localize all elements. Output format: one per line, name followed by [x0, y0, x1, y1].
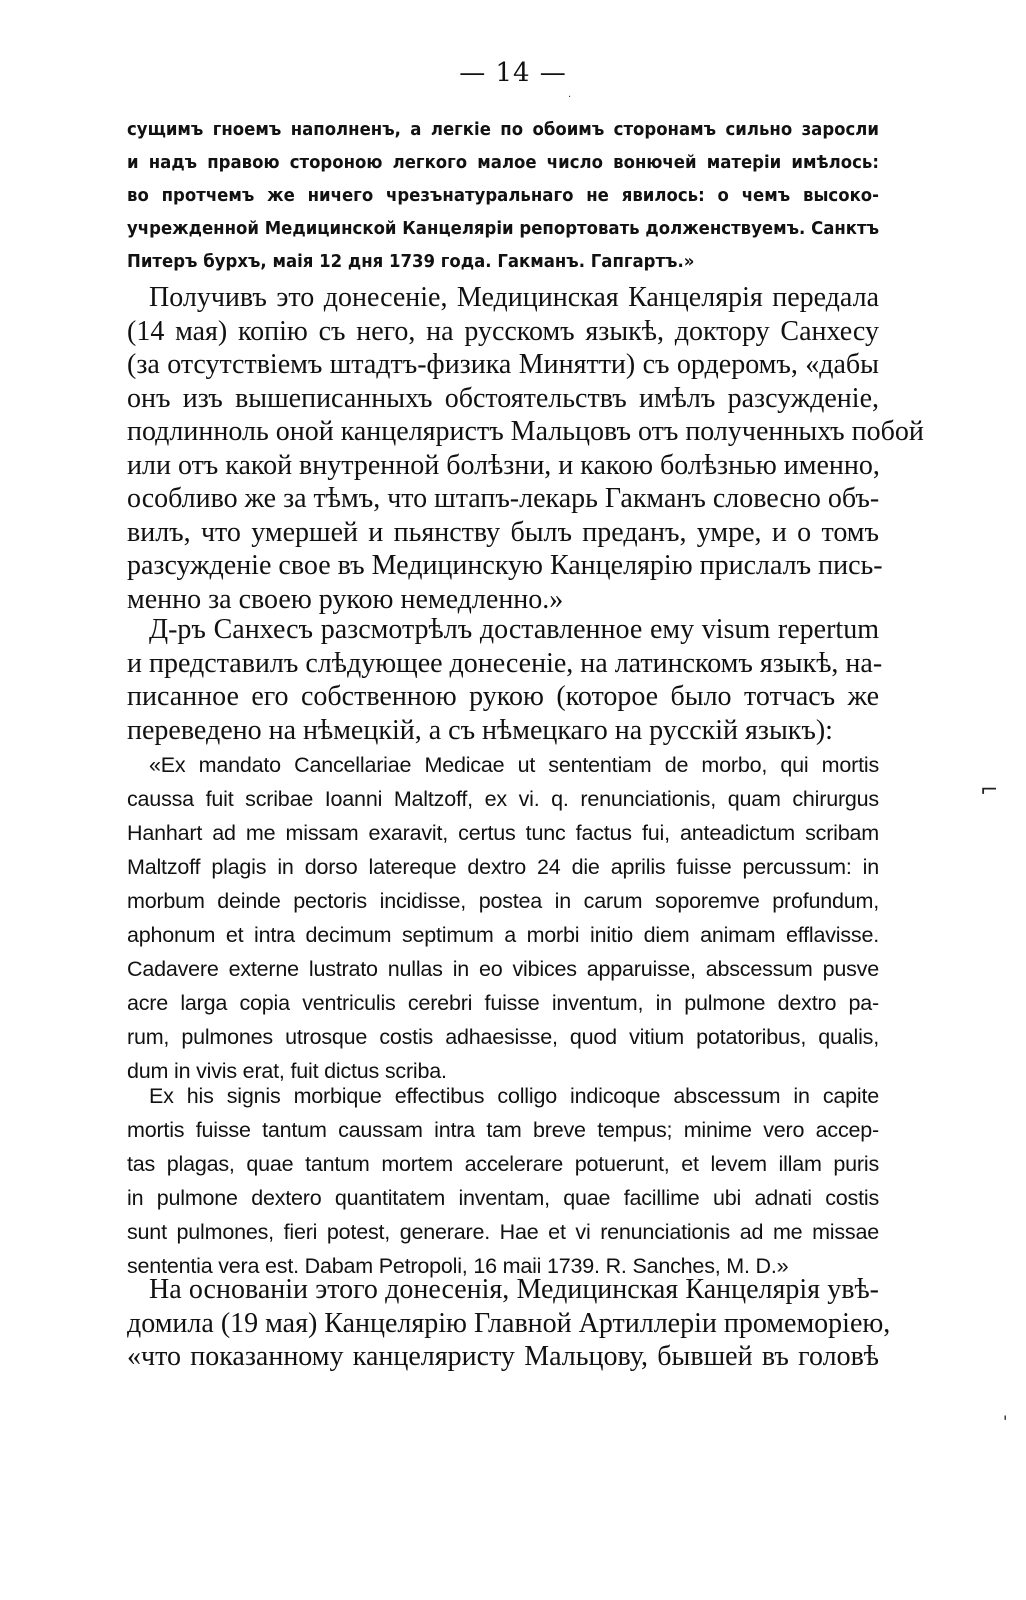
text-line: учрежденной Медицинской Канцеляріи репортовать долженствуемъ. Санктъ [127, 218, 879, 239]
text-line: (за отсутствіемъ штадтъ-физика Минятти) съ ордеромъ, «дабы [127, 349, 879, 380]
text-line: caussa fuit scribae Ioanni Maltzoff, ex vi. q. renunciationis, quam chirurgus [127, 787, 879, 811]
text-line: aphonum et intra decimum septimum a morbi initio diem animam efflavisse. [127, 923, 879, 947]
margin-mark: ⌐ [980, 778, 999, 803]
paragraph-autopsy-report-end [127, 113, 879, 278]
page-number: — 14 — [459, 58, 567, 88]
paragraph-chancellery-notification [127, 1273, 891, 1374]
text-line: На основаніи этого донесенія, Медицинская Канцелярія увѣ- [149, 1274, 879, 1305]
text-line: tas plagas, quae tantum mortem accelerare potuerunt, et levem illam puris [127, 1152, 879, 1176]
text-line: Получивъ это донесеніе, Медицинская Канцелярія передала [149, 282, 879, 313]
text-line: писанное его собственною рукою (которое было тотчасъ же [127, 681, 879, 712]
text-line: Cadavere externe lustrato nullas in eo vibices apparuisse, abscessum pusve [127, 957, 879, 981]
text-line: acre larga copia ventriculis cerebri fuisse inventum, in pulmone dextro pa- [127, 991, 879, 1015]
text-line: sunt pulmones, fieri potest, generare. Hae et vi renunciationis ad me missae [127, 1220, 879, 1244]
text-line: переведено на нѣмецкій, а съ нѣмецкаго на русскій языкъ): [127, 714, 833, 746]
text-line: «что показанному канцеляристу Мальцову, бывшей въ головѣ [127, 1341, 879, 1372]
text-line: особливо же за тѣмъ, что штапъ-лекарь Гакманъ словесно объ- [127, 483, 880, 514]
text-line: Ex his signis morbique effectibus colligo indicoque abscessum in capite [149, 1084, 879, 1108]
text-line: in pulmone dextero quantitatem inventam, quae facillime ubi adnati costis [127, 1186, 879, 1210]
text-line: morbum deinde pectoris incidisse, postea in carum soporemve profundum, [127, 889, 879, 913]
text-line: dum in vivis erat, fuit dictus scriba. [127, 1059, 447, 1083]
text-line: «Ex mandato Cancellariae Medicae ut sententiam de morbo, qui mortis [149, 753, 879, 777]
text-line: разсужденіе свое въ Медицинскую Канцелярію прислалъ пись- [127, 550, 883, 581]
text-line: менно за своею рукою немедленно.» [127, 583, 564, 615]
text-line: во протчемъ же ничего чрезънатуральнаго не явилось: о чемъ высоко- [127, 185, 879, 206]
text-line: Maltzoff plagis in dorso latereque dextro 24 die aprilis fuisse percussum: in [127, 855, 879, 879]
text-line: и надъ правою стороною легкого малое число вонючей матеріи имѣлось: [127, 152, 879, 173]
paragraph-latin-report [127, 748, 879, 1088]
text-line: сущимъ гноемъ наполненъ, а легкіе по обоимъ сторонамъ сильно заросли [127, 119, 879, 140]
text-line: подлинноль оной канцеляристъ Мальцовъ отъ полученныхъ побой [127, 416, 924, 447]
paragraph-latin-conclusion [127, 1079, 879, 1283]
text-line: Hanhart ad me missam exaravit, certus tunc factus fui, anteadictum scribam [127, 821, 879, 845]
text-line: или отъ какой внутренной болѣзни, и какою болѣзнью именно, [127, 449, 880, 481]
text-line: и представилъ слѣдующее донесеніе, на латинскомъ языкѣ, на- [127, 647, 883, 679]
scan-speck: · [568, 92, 572, 103]
paragraph-chancellery-order [127, 281, 924, 616]
text-line: sententia vera est. Dabam Petropoli, 16 maii 1739. R. Sanches, M. D.» [127, 1254, 789, 1278]
text-line: вилъ, что умершей и пьянству былъ преданъ, умре, и о томъ [127, 516, 879, 548]
edge-mark: ' [1003, 1412, 1008, 1431]
text-line: mortis fuisse tantum caussam intra tam breve tempus; minime vero accep- [127, 1118, 879, 1142]
text-line: домила (19 мая) Канцелярію Главной Артиллеріи промеморіею, [127, 1307, 891, 1339]
text-line: (14 мая) копію съ него, на русскомъ языкѣ, доктору Санхесу [127, 315, 879, 347]
text-line: Д-ръ Санхесъ разсмотрѣлъ доставленное ему visum repertum [149, 614, 879, 645]
paragraph-sanchez-review [127, 613, 883, 747]
text-line: Питеръ бурхъ, маія 12 дня 1739 года. Гакманъ. Гапгартъ.» [127, 251, 695, 272]
text-line: rum, pulmones utrosque costis adhaesisse, quod vitium potatoribus, qualis, [127, 1025, 879, 1049]
text-line: онъ изъ вышеписанныхъ обстоятельствъ имѣлъ разсужденіе, [127, 382, 879, 414]
